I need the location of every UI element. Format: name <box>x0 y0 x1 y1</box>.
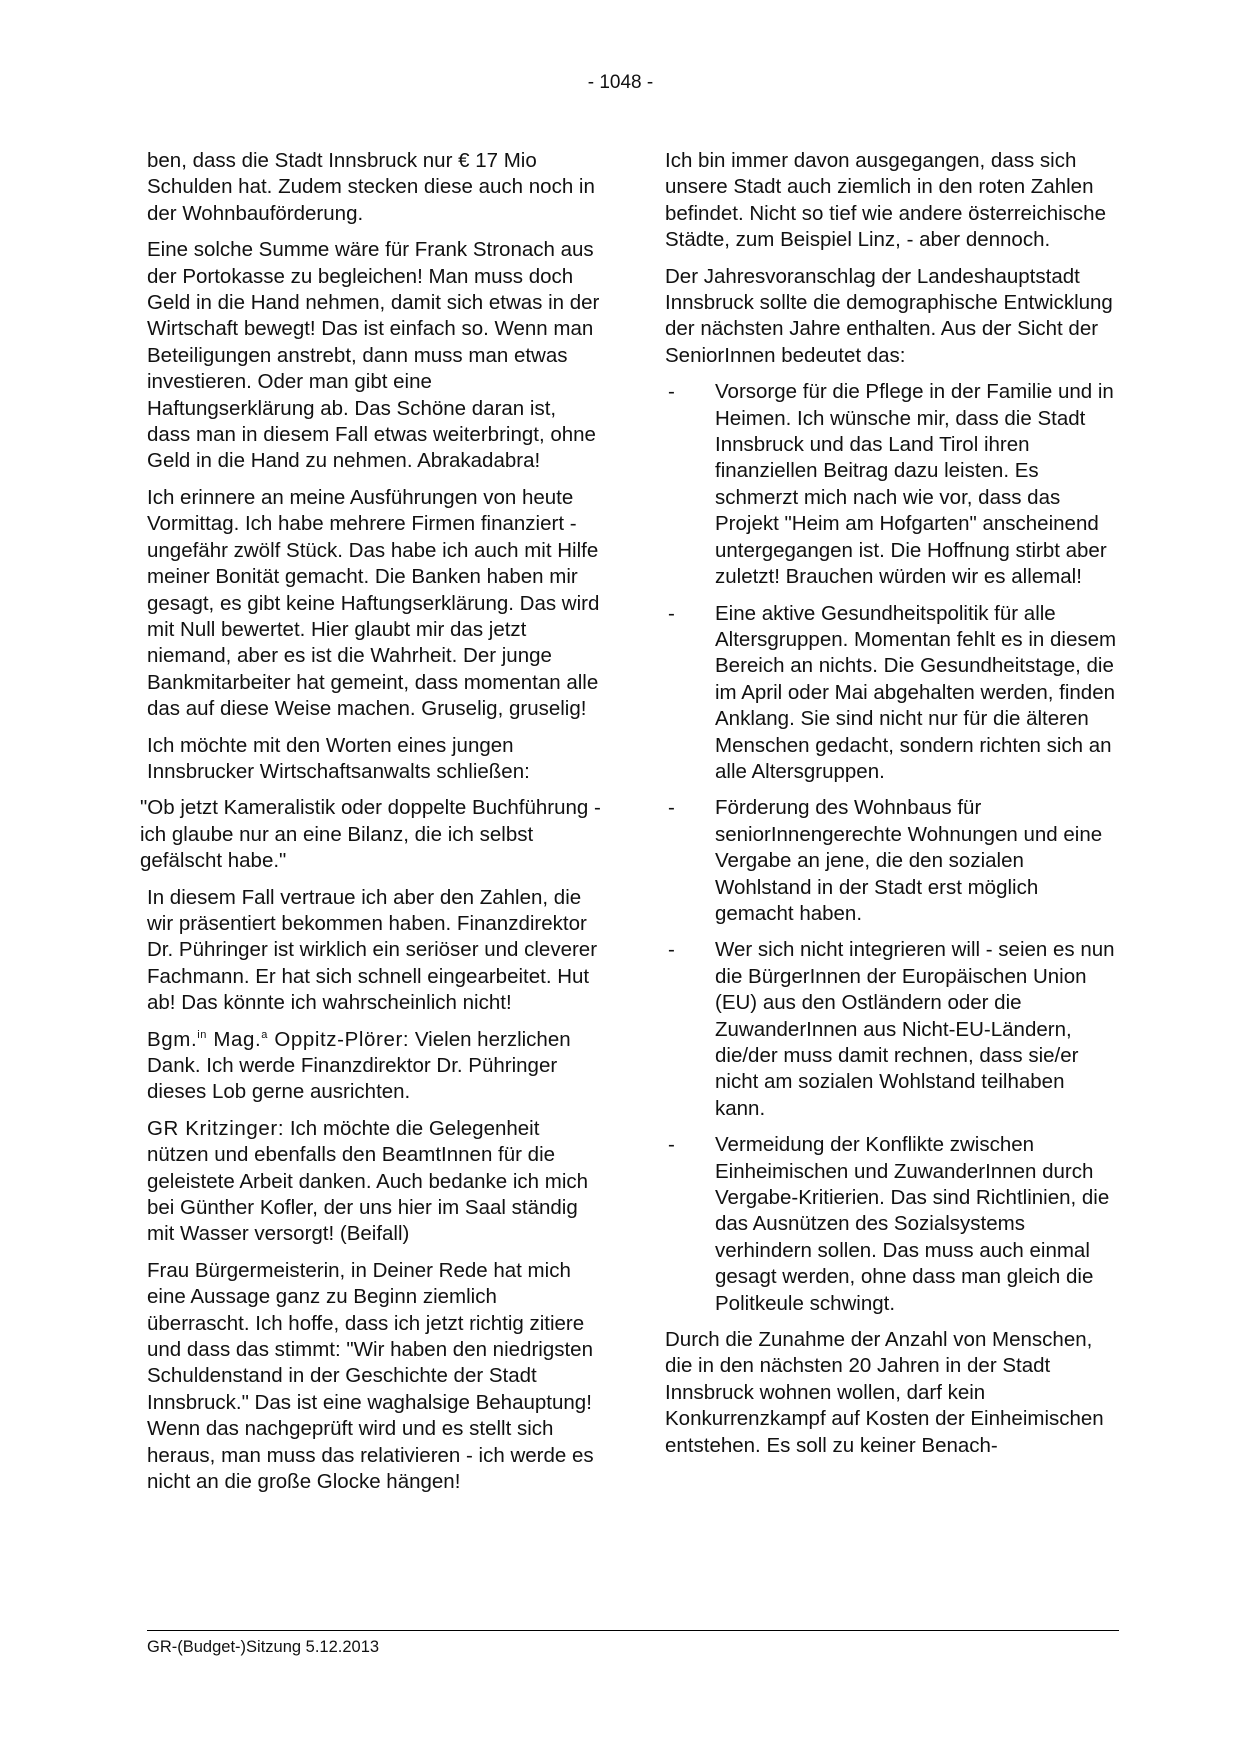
paragraph: Ich erinnere an meine Ausführungen von heute Vormittag. Ich habe mehrere Firmen finanziert - ungefähr zwölf Stück. Das habe ich auch mit Hilfe meiner Bonität gemacht. Die Banken haben mir gesagt, es gibt keine Haftungserklärung. Das wird mit Null bewertet. Hier glaubt mir das jetzt niemand, aber es ist die Wahrheit. Der junge Bankmitarbeiter hat gemeint, dass momentan alle das auf diese Weise machen. Gruselig, gruselig! <box>147 485 600 721</box>
paragraph: Frau Bürgermeisterin, in Deiner Rede hat mich eine Aussage ganz zu Beginn ziemlich überrascht. Ich hoffe, dass ich jetzt richtig zitiere und dass das stimmt: "Wir haben den niedrigsten Schuldenstand in der Geschichte der Stadt Innsbruck." Das ist eine waghalsige Behauptung! Wenn das nachgeprüft wird und es stellt sich heraus, man muss das relativieren - ich werde es nicht an die große Glocke hängen! <box>147 1258 594 1494</box>
footer-session-label: GR-(Budget-)Sitzung 5.12.2013 <box>147 1638 380 1656</box>
dash-bullet: - <box>668 380 675 404</box>
speaker-degree-suffix: a <box>261 1028 269 1041</box>
left-column <box>140 148 602 1506</box>
list-item-text: Förderung des Wohnbaus für seniorInnengerechte Wohnungen und eine Vergabe an jene, die den sozialen Wohlstand in der Stadt erst möglich gemacht haben. <box>715 796 1103 925</box>
list-item-text: Wer sich nicht integrieren will - seien es nun die BürgerInnen der Europäischen Union (EU) aus den Ostländern oder die ZuwanderInnen aus Nicht-EU-Ländern, die/der muss damit rechnen, dass sie/er nicht am sozialen Wohlstand teilhaben kann. <box>715 938 1115 1120</box>
list-item-text: Vorsorge für die Pflege in der Familie und in Heimen. Ich wünsche mir, dass die Stadt Innsbruck und das Land Tirol ihren finanziellen Beitrag dazu leisten. Es schmerzt mich nach wie vor, dass das Projekt "Heim am Hofgarten" anscheinend untergegangen ist. Die Hoffnung stirbt aber zuletzt! Brauchen würden wir es allemal! <box>715 380 1114 589</box>
paragraph: In diesem Fall vertraue ich aber den Zahlen, die wir präsentiert bekommen haben. Finanzdirektor Dr. Pühringer ist wirklich ein seriöser und cleverer Fachmann. Er hat sich schnell eingearbeitet. Hut ab! Das könnte ich wahrscheinlich nicht! <box>147 885 598 1015</box>
speaker-name: GR Kritzinger: <box>147 1116 285 1140</box>
list-item <box>665 379 1120 590</box>
dash-bullet: - <box>668 796 675 820</box>
list-item <box>665 937 1120 1122</box>
bullet-list <box>665 379 1120 1317</box>
paragraph: Eine solche Summe wäre für Frank Stronach aus der Portokasse zu begleichen! Man muss doch Geld in die Hand nehmen, damit sich etwas in der Wirtschaft bewegt! Das ist einfach so. Wenn man Beteiligungen anstrebt, dann muss man etwas investieren. Oder man gibt eine Haftungserklärung ab. Das Schöne daran ist, dass man in diesem Fall etwas weiterbringt, ohne Geld in die Hand zu nehmen. Abrakadabra! <box>147 238 600 473</box>
list-item-text: Vermeidung der Konflikte zwischen Einheimischen und ZuwanderInnen durch Vergabe-Kritierien. Das sind Richtlinien, die das Ausnützen des Sozialsystems verhindern sollen. Das muss auch einmal gesagt werden, ohne dass man gleich die Politkeule schwingt. <box>715 1133 1110 1315</box>
right-column <box>665 148 1120 1469</box>
paragraph: Der Jahresvoranschlag der Landeshauptstadt Innsbruck sollte die demographische Entwicklung der nächsten Jahre enthalten. Aus der Sicht der SeniorInnen bedeutet das: <box>665 264 1113 367</box>
speech-text: Ich möchte die Gelegenheit nützen und ebenfalls den BeamtInnen für die geleistete Arbeit danken. Auch bedanke ich mich bei Günther Kofler, der uns hier im Saal ständig mit Wasser versorgt! (Beifall) <box>147 1116 589 1246</box>
paragraph: Ich bin immer davon ausgegangen, dass sich unsere Stadt auch ziemlich in den roten Zahlen befindet. Nicht so tief wie andere österreichische Städte, zum Beispiel Linz, - aber dennoch. <box>665 149 1106 252</box>
paragraph: Ich möchte mit den Worten eines jungen Innsbrucker Wirtschaftsanwalts schließen: <box>147 733 530 783</box>
dash-bullet: - <box>668 601 675 625</box>
speaker-degree: Mag. <box>213 1027 262 1051</box>
speech-text: Vielen herzlichen Dank. Ich werde Finanzdirektor Dr. Pühringer dieses Lob gerne ausrichten. <box>147 1027 571 1104</box>
speaker-title: Bgm. <box>147 1027 198 1051</box>
speaker-surname: Oppitz-Plörer: <box>274 1027 410 1051</box>
footer-divider <box>147 1630 1119 1631</box>
list-item-text: Eine aktive Gesundheitspolitik für alle Altersgruppen. Momentan fehlt es in diesem Bereich an nichts. Die Gesundheitstage, die im April oder Mai abgehalten werden, finden Anklang. Sie sind nicht nur für die älteren Menschen gedacht, sondern richten sich an alle Altersgruppen. <box>715 601 1117 783</box>
dash-bullet: - <box>668 1133 675 1157</box>
paragraph: ben, dass die Stadt Innsbruck nur € 17 Mio Schulden hat. Zudem stecken diese auch noch in der Wohnbauförderung. <box>147 149 595 225</box>
list-item <box>665 1132 1120 1317</box>
speaker-name <box>147 1028 409 1051</box>
speech-paragraph <box>147 1116 602 1248</box>
speech-paragraph <box>147 1027 602 1106</box>
speaker-title-suffix: in <box>197 1028 208 1041</box>
page-number: - 1048 - <box>587 72 654 93</box>
dash-bullet: - <box>668 938 675 962</box>
list-item <box>665 795 1120 927</box>
quote-paragraph: "Ob jetzt Kameralistik oder doppelte Buchführung - ich glaube nur an eine Bilanz, die ich selbst gefälscht habe." <box>140 796 601 873</box>
paragraph: Durch die Zunahme der Anzahl von Menschen, die in den nächsten 20 Jahren in der Stadt Innsbruck wohnen wollen, darf kein Konkurrenzkampf auf Kosten der Einheimischen entstehen. Es soll zu keiner Benach- <box>665 1328 1104 1457</box>
list-item <box>665 601 1120 786</box>
